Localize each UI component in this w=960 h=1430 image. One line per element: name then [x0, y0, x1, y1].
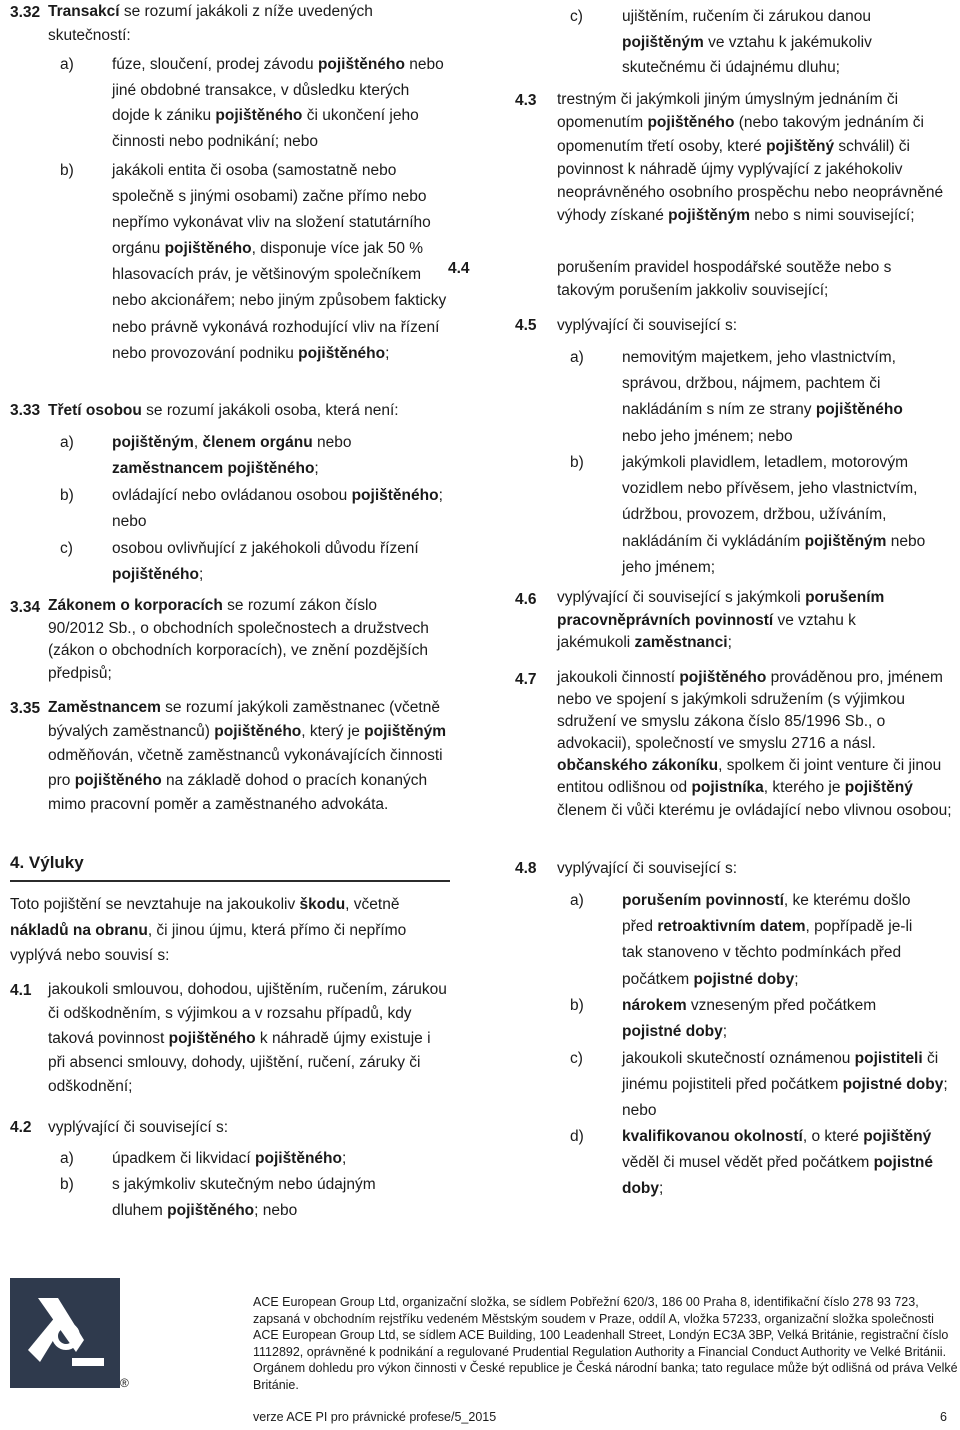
item-label: b) — [60, 162, 74, 179]
item-label: c) — [570, 1050, 583, 1067]
item-label: a) — [60, 1150, 74, 1167]
clause-text: vyplývající či související s: — [557, 860, 738, 877]
item-label: a) — [570, 892, 584, 909]
item-text: kvalifikovanou okolností, o které pojištěný věděl či musel vědět před počátkem pojistné doby; — [622, 1128, 933, 1198]
item-label: a) — [60, 434, 74, 451]
registered-mark: ® — [120, 1376, 129, 1390]
item-label: b) — [60, 487, 74, 504]
item-label: c) — [570, 8, 583, 25]
clause-text: Zaměstnancem se rozumí jakýkoli zaměstnanec (včetně bývalých zaměstnanců) pojištěného, který je pojištěným odměňován, včetně zaměstnanců vykonávajících činnosti pro pojištěného na základě dohod o pracích konaných mimo pracovní poměr a zaměstnaného advokáta. — [48, 699, 446, 813]
item-label: b) — [570, 997, 584, 1014]
clause-number: 4.4 — [448, 260, 470, 277]
item-label: b) — [570, 454, 584, 471]
item-text: nemovitým majetkem, jeho vlastnictvím, správou, držbou, nájmem, pachtem či nakládáním s ním ze strany pojištěného nebo jeho jménem; nebo — [622, 349, 903, 445]
clause-text: jakoukoli činností pojištěného prováděnou pro, jménem nebo ve spojení s jakýmkoli sdružením (s výjimkou sdružení ve smyslu zákona číslo 85/1996 Sb., o advokacii), společností ve smyslu 2716 a násl. občanského zákoníku, spolkem či joint venture či jinou entitou odlišnou od pojistníka, kterého je pojištěný členem či vůči kterému je ovládající nebo vlivnou osobou; — [557, 669, 952, 819]
clause-number: 4.8 — [515, 860, 537, 877]
clause-number: 3.33 — [10, 402, 41, 419]
item-label: c) — [60, 540, 73, 557]
footer-version: verze ACE PI pro právnické profese/5_2015 — [253, 1410, 497, 1424]
item-label: a) — [60, 56, 74, 73]
item-label: a) — [570, 349, 584, 366]
item-label: d) — [570, 1128, 584, 1145]
clause-text: jakoukoli smlouvou, dohodou, ujištěním, ručením, zárukou či odškodněním, s výjimkou a v rozsahu případů, kdy taková povinnost pojištěného k náhradě újmy existuje i při absenci smlouvy, dohody, ujištění, ručení, záruky či odškodnění; — [48, 981, 447, 1096]
ace-logo — [10, 1278, 120, 1388]
clause-number: 3.35 — [10, 700, 41, 717]
item-text: úpadkem či likvidací pojištěného; — [112, 1150, 347, 1167]
clause-text: vyplývající či související s: — [557, 317, 738, 334]
item-text: s jakýmkoliv skutečným nebo údajným dluhem pojištěného; nebo — [112, 1176, 376, 1219]
heading-rule — [10, 880, 450, 882]
clause-number: 4.7 — [515, 671, 537, 688]
item-text: fúze, sloučení, prodej závodu pojištěného nebo jiné obdobné transakce, v důsledku kterých dojde k zániku pojištěného či ukončení jeho činnosti nebo podnikání; nebo — [112, 56, 444, 150]
page-number: 6 — [940, 1410, 947, 1424]
item-text: pojištěným, členem orgánu nebo zaměstnancem pojištěného; — [112, 434, 352, 477]
footer-company-info: ACE European Group Ltd, organizační složka, se sídlem Pobřežní 620/3, 186 00 Praha 8, identifikační číslo 278 93 723, zapsaná v obchodním rejstříku vedeném Městským soudem v Praze, oddíl A, vložka 57233, organizační složka společnosti ACE European Group Ltd, se sídlem ACE Building, 100 Leadenhall Street, Londýn EC3A 3BP, Velká Británie, registrační číslo 1112892, oprávněné k podnikání a regulované Prudential Regulation Authority a Financial Conduct Authority ve Velké Británii. Orgánem dohledu pro výkon činnosti v České republice je Česká národní banka; tato regulace může být odlišná od práva Velké Británie. — [253, 1295, 958, 1392]
clause-text: Zákonem o korporacích se rozumí zákon číslo 90/2012 Sb., o obchodních společnostech a družstvech (zákon o obchodních korporacích), ve znění pozdějších předpisů; — [48, 597, 429, 682]
clause-number: 4.1 — [10, 982, 32, 999]
item-text: jakýmkoli plavidlem, letadlem, motorovým vozidlem nebo přívěsem, jeho vlastnictvím, údržbou, provozem, držbou, užíváním, nakládáním či vykládáním pojištěným nebo jeho jménem; — [622, 454, 926, 576]
clause-number: 3.34 — [10, 599, 41, 616]
item-text: ujištěním, ručením či zárukou danou pojištěným ve vztahu k jakémukoliv skutečnému či údajnému dluhu; — [622, 8, 872, 76]
clause-text: Třetí osobou se rozumí jakákoli osoba, která není: — [48, 402, 399, 419]
clause-text: vyplývající či související s: — [48, 1119, 229, 1136]
clause-number: 4.6 — [515, 591, 537, 608]
clause-text: vyplývající či související s jakýmkoli porušením pracovněprávních povinností ve vztahu k jakémukoli zaměstnanci; — [557, 589, 885, 651]
section-heading: 4. Výluky — [10, 853, 84, 872]
clause-number: 4.5 — [515, 317, 537, 334]
clause-number: 3.32 — [10, 4, 41, 21]
item-text: jakákoli entita či osoba (samostatně nebo společně s jinými osobami) začne přímo nebo nepřímo vykonávat vliv na složení statutárního orgánu pojištěného, disponuje více jak 50 % hlasovacích práv, je většinovým společníkem nebo akcionářem; nebo jiným způsobem fakticky nebo právně vykonává rozhodující vliv na řízení nebo provozování podniku pojištěného; — [112, 162, 447, 362]
item-label: b) — [60, 1176, 74, 1193]
clause-text: Transakcí se rozumí jakákoli z níže uvedených skutečností: — [48, 3, 373, 44]
clause-number: 4.2 — [10, 1119, 32, 1136]
clause-text: porušením pravidel hospodářské soutěže nebo s takovým porušením jakkoliv související; — [557, 259, 892, 299]
clause-text: trestným či jakýmkoli jiným úmyslným jednáním či opomenutím pojištěného (nebo takovým jednáním či opomenutím třetí osoby, které pojištěný schválil) či povinnost k náhradě újmy vyplývající z jakéhokoliv neoprávněného osobního prospěchu nebo neoprávněné výhody získané pojištěným nebo s nimi související; — [557, 91, 944, 225]
exclusions-intro: Toto pojištění se nevztahuje na jakoukoliv škodu, včetně nákladů na obranu, či jinou újmu, která přímo či nepřímo vyplývá nebo souvisí s: — [10, 896, 407, 964]
item-text: jakoukoli skutečností oznámenou pojistiteli či jinému pojistiteli před počátkem pojistné doby; nebo — [622, 1050, 948, 1120]
item-text: ovládající nebo ovládanou osobou pojištěného; nebo — [112, 487, 443, 530]
clause-number: 4.3 — [515, 92, 537, 109]
item-text: osobou ovlivňující z jakéhokoli důvodu řízení pojištěného; — [112, 540, 419, 583]
item-text: nárokem vzneseným před počátkem pojistné doby; — [622, 997, 877, 1041]
item-text: porušením povinností, ke kterému došlo před retroaktivním datem, popřípadě je-li tak stanoveno v těchto podmínkách před počátkem pojistné doby; — [622, 892, 913, 988]
